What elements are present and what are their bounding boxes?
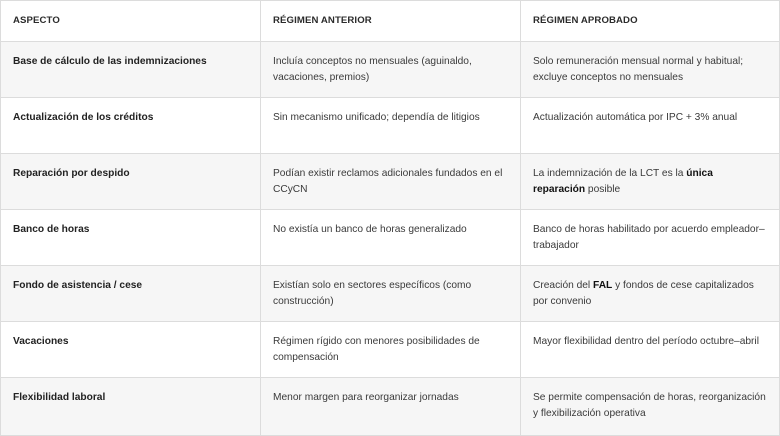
aspect-cell: Base de cálculo de las indemnizaciones: [1, 42, 261, 98]
previous-regime-cell: Incluía conceptos no mensuales (aguinaldo, vacaciones, premios): [261, 42, 521, 98]
approved-regime-cell: [521, 322, 780, 378]
aspect-cell: Vacaciones: [1, 322, 261, 378]
header-approved-regime: RÉGIMEN APROBADO: [521, 1, 780, 42]
approved-highlight: FAL: [593, 280, 613, 291]
table-row: [1, 378, 780, 436]
aspect-cell: Flexibilidad laboral: [1, 378, 261, 436]
approved-regime-cell: [521, 154, 780, 210]
approved-regime-cell: [521, 42, 780, 98]
approved-text: La indemnización de la LCT es la: [533, 168, 687, 179]
previous-regime-cell: Régimen rígido con menores posibilidades de compensación: [261, 322, 521, 378]
approved-regime-cell: [521, 210, 780, 266]
approved-text: Banco de horas habilitado por acuerdo empleador–trabajador: [533, 224, 765, 251]
approved-text: Se permite compensación de horas, reorganización y flexibilización operativa: [533, 392, 766, 419]
aspect-cell: Banco de horas: [1, 210, 261, 266]
header-row: [1, 1, 780, 42]
table-row: [1, 210, 780, 266]
table-body: [1, 42, 780, 436]
approved-text: Mayor flexibilidad dentro del período octubre–abril: [533, 336, 759, 347]
aspect-cell: Fondo de asistencia / cese: [1, 266, 261, 322]
header-aspect: ASPECTO: [1, 1, 261, 42]
approved-highlight: única reparación: [533, 168, 713, 195]
previous-regime-cell: Existían solo en sectores específicos (como construcción): [261, 266, 521, 322]
approved-text-after: y fondos de cese capitalizados por convenio: [533, 280, 754, 307]
approved-text: Solo remuneración mensual normal y habitual; excluye conceptos no mensuales: [533, 56, 744, 83]
table-row: [1, 154, 780, 210]
approved-regime-cell: [521, 266, 780, 322]
approved-text: Actualización automática por IPC + 3% anual: [533, 112, 738, 123]
table-row: [1, 98, 780, 154]
aspect-cell: Actualización de los créditos: [1, 98, 261, 154]
approved-text-after: posible: [585, 184, 621, 195]
approved-text: Creación del: [533, 280, 594, 291]
table-header: [1, 1, 780, 42]
table-row: [1, 42, 780, 98]
previous-regime-cell: No existía un banco de horas generalizado: [261, 210, 521, 266]
previous-regime-cell: Menor margen para reorganizar jornadas: [261, 378, 521, 436]
previous-regime-cell: Sin mecanismo unificado; dependía de litigios: [261, 98, 521, 154]
header-previous-regime: RÉGIMEN ANTERIOR: [261, 1, 521, 42]
previous-regime-cell: Podían existir reclamos adicionales fundados en el CCyCN: [261, 154, 521, 210]
table-row: [1, 322, 780, 378]
approved-regime-cell: [521, 378, 780, 436]
aspect-cell: Reparación por despido: [1, 154, 261, 210]
approved-regime-cell: [521, 98, 780, 154]
table-row: [1, 266, 780, 322]
